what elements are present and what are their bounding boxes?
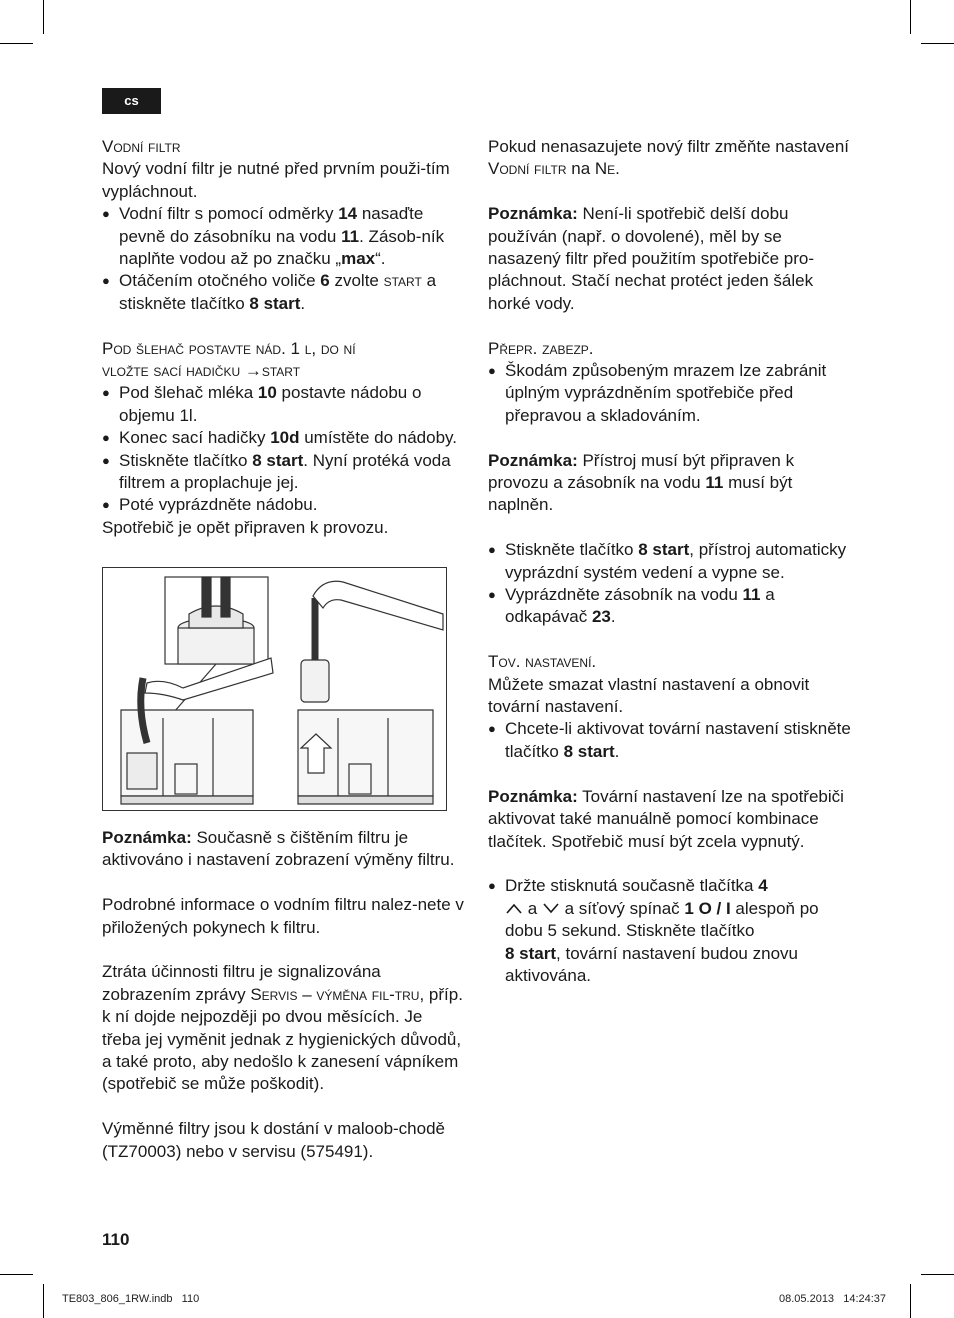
crop-mark	[0, 1274, 33, 1275]
left-column	[102, 136, 462, 539]
chevron-up-icon	[505, 902, 523, 914]
crop-mark	[0, 43, 33, 44]
right-column	[488, 136, 854, 987]
note: Poznámka: Současně s čištěním filtru je aktivováno i nastavení zobrazení výměny filtru.	[102, 828, 455, 870]
illustration-drawing	[103, 568, 446, 810]
list-item: ● Škodám způsobeným mrazem lze zabránit úplným vyprázdněním spotřebiče před přepravou a skladováním.	[488, 360, 854, 427]
crop-mark	[43, 0, 44, 34]
section-title-rinse: Pod šlehač postavte nád. 1 l, do ní vložte sací hadičku →start	[102, 338, 356, 381]
list-item: ● Chcete-li aktivovat tovární nastavení stiskněte tlačítko 8 start.	[488, 718, 854, 763]
language-tab: cs	[102, 88, 161, 114]
filter-illustration	[102, 567, 447, 811]
crop-mark	[921, 1274, 954, 1275]
list-item: ● Stiskněte tlačítko 8 start. Nyní protéká voda filtrem a proplachuje jej.	[102, 450, 462, 495]
list-item: ● Držte stisknutá současně tlačítka 4 a a síťový spínač 1 O / I alespoň po dobu 5 sekund. Stiskněte tlačítko 8 start, tovární nastavení budou znovu aktivována.	[488, 875, 854, 987]
crop-mark	[43, 1284, 44, 1318]
paragraph: Pokud nenasazujete nový filtr změňte nastavení Vodní filtr na Ne.	[488, 137, 849, 179]
section-title-transport: Přepr. zabezp.	[488, 338, 594, 358]
paragraph: Můžete smazat vlastní nastavení a obnovit tovární nastavení.	[488, 674, 810, 717]
paragraph: Podrobné informace o vodním filtru nalez-nete v přiložených pokynech k filtru.	[102, 895, 464, 937]
paragraph: Spotřebič je opět připraven k provozu.	[102, 517, 389, 537]
list-item: ● Otáčením otočného voliče 6 zvolte start a stiskněte tlačítko 8 start.	[102, 270, 462, 315]
list-item: ● Vyprázdněte zásobník na vodu 11 a odkapávač 23.	[488, 584, 854, 629]
crop-mark	[921, 43, 954, 44]
note: Poznámka: Není-li spotřebič delší dobu používán (např. o dovolené), měl by se nasazený filtr před použitím spotřebiče pro-pláchnout. Stačí nechat protéct jeden šálek horké vody.	[488, 204, 814, 313]
section-title-factory-settings: Tov. nastavení.	[488, 652, 597, 672]
left-column-lower	[102, 827, 464, 1163]
crop-mark	[910, 0, 911, 34]
list-item: ● Stiskněte tlačítko 8 start, přístroj automaticky vyprázdní systém vedení a vypne se.	[488, 539, 854, 584]
list-item: ● Pod šlehač mléka 10 postavte nádobu o objemu 1l.	[102, 382, 462, 427]
paragraph: Ztráta účinnosti filtru je signalizována zobrazením zprávy Servis – výměna fil-tru, příp. k ní dojde nejpozději po dvou měsících. Je třeba jej vyměnit jednak z hygienických důvodů, a také proto, aby nedošlo k zanesení vápníkem (spotřebič se může poškodit).	[102, 962, 463, 1094]
list-item: ● Vodní filtr s pomocí odměrky 14 nasaďte pevně do zásobníku na vodu 11. Zásob-ník naplňte vodou až po značku „max“.	[102, 203, 462, 270]
footer-file: TE803_806_1RW.indb 110	[62, 1293, 200, 1305]
list-item: ● Konec sací hadičky 10d umístěte do nádoby.	[102, 427, 462, 449]
note: Poznámka: Přístroj musí být připraven k provozu a zásobník na vodu 11 musí být naplněn.	[488, 450, 795, 515]
crop-mark	[910, 1284, 911, 1318]
paragraph: Nový vodní filtr je nutné před prvním použi-tím vypláchnout.	[102, 159, 450, 201]
chevron-down-icon	[542, 902, 560, 914]
note: Poznámka: Tovární nastavení lze na spotřebiči aktivovat také manuálně pomocí kombinace tlačítek. Spotřebič musí být zcela vypnutý.	[488, 786, 844, 851]
list-item: ● Poté vyprázdněte nádobu.	[102, 494, 462, 516]
section-title-water-filter: Vodní filtr	[102, 137, 181, 156]
page-number: 110	[102, 1230, 130, 1249]
paragraph: Výměnné filtry jsou k dostání v maloob-chodě (TZ70003) nebo v servisu (575491).	[102, 1119, 446, 1161]
footer-date: 08.05.2013 14:24:37	[779, 1293, 887, 1305]
